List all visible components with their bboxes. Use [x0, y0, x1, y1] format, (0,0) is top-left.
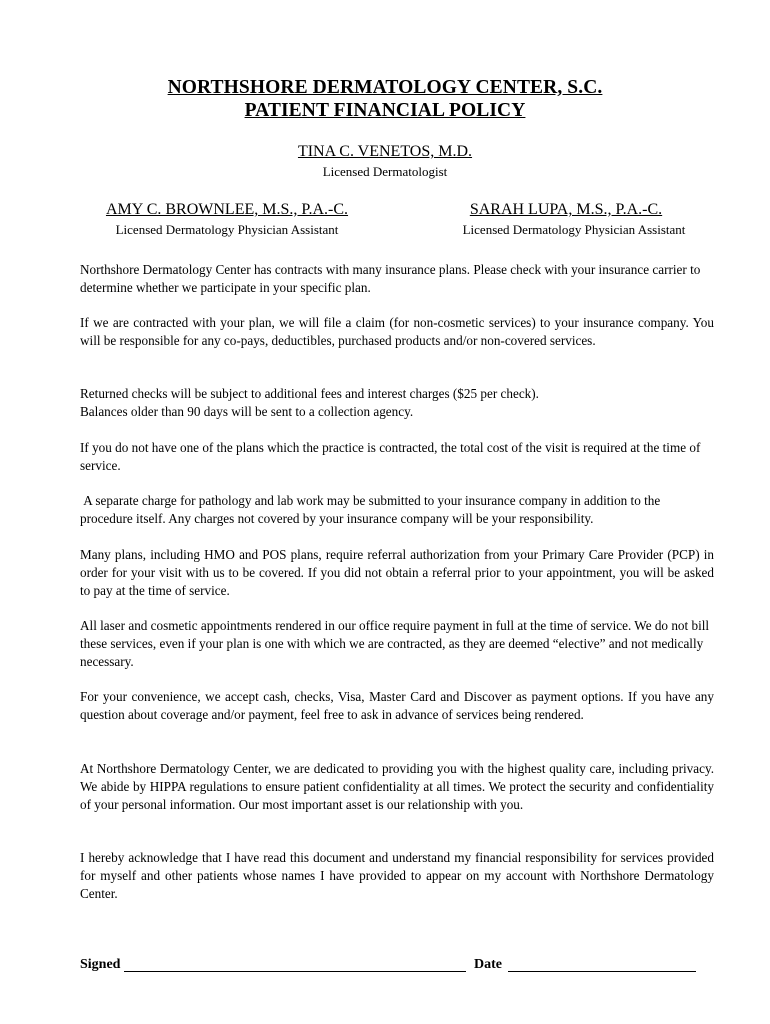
date-field[interactable] — [508, 971, 696, 972]
paragraph-insurance-contracts: Northshore Dermatology Center has contracts with many insurance plans. Please check with your insurance carrier to determine whether we participate in your specific plan. — [80, 262, 701, 295]
paragraph-claims: If we are contracted with your plan, we will file a claim (for non-cosmetic services) to your insurance company. You will be responsible for any co-pays, deductibles, purchased products and/or non-covered services. — [80, 315, 714, 348]
policy-title: PATIENT FINANCIAL POLICY — [244, 100, 526, 121]
pa-right-title: Licensed Dermatology Physician Assistant — [462, 222, 686, 237]
practice-title: NORTHSHORE DERMATOLOGY CENTER, S.C. — [167, 77, 603, 98]
signed-label: Signed — [80, 957, 121, 972]
collection-line: Balances older than 90 days will be sent to a collection agency. — [80, 403, 414, 419]
paragraph-referrals: Many plans, including HMO and POS plans, require referral authorization from your Primary Care Provider (PCP) in order for your visit with us to be covered. If you did not obtain a referral prior to your appointment, you will be asked to pay at the time of service. — [80, 547, 714, 598]
pa-right-name: SARAH LUPA, M.S., P.A.-C. — [469, 201, 663, 218]
paragraph-cosmetic: All laser and cosmetic appointments rendered in our office require payment in full at the time of service. We do not bill these services, even if your plan is one with which we are contracted, as they are deemed “elective” and not medically necessary. — [80, 618, 710, 669]
returned-checks-line: Returned checks will be subject to additional fees and interest charges ($25 per check). — [80, 386, 539, 401]
doctor-title: Licensed Dermatologist — [322, 164, 448, 179]
paragraph-payment-options: For your convenience, we accept cash, checks, Visa, Master Card and Discover as payment options. If you have any question about coverage and/or payment, feel free to ask in advance of services being rendered. — [80, 689, 714, 722]
pa-left-name: AMY C. BROWNLEE, M.S., P.A.-C. — [105, 201, 349, 218]
pa-left-title: Licensed Dermatology Physician Assistant — [115, 222, 339, 237]
paragraph-privacy: At Northshore Dermatology Center, we are dedicated to providing you with the highest quality care, including privacy. We abide by HIPPA regulations to ensure patient confidentiality at all times. We protect the security and confidentiality of your personal information. Our most important asset is our relationship with you. — [80, 761, 714, 812]
doctor-name: TINA C. VENETOS, M.D. — [297, 143, 473, 160]
paragraph-returned-checks — [80, 385, 714, 421]
paragraph-acknowledgement: I hereby acknowledge that I have read this document and understand my financial responsibility for services provided for myself and other patients whose names I have provided to appear on my account with Northshore Dermatology Center. — [80, 850, 714, 901]
paragraph-non-contracted: If you do not have one of the plans which the practice is contracted, the total cost of the visit is required at the time of service. — [80, 440, 701, 473]
date-label: Date — [474, 957, 502, 972]
signature-field[interactable] — [124, 971, 466, 972]
paragraph-pathology: A separate charge for pathology and lab work may be submitted to your insurance company in addition to the procedure itself. Any charges not covered by your insurance company will be your responsibility. — [80, 493, 661, 526]
